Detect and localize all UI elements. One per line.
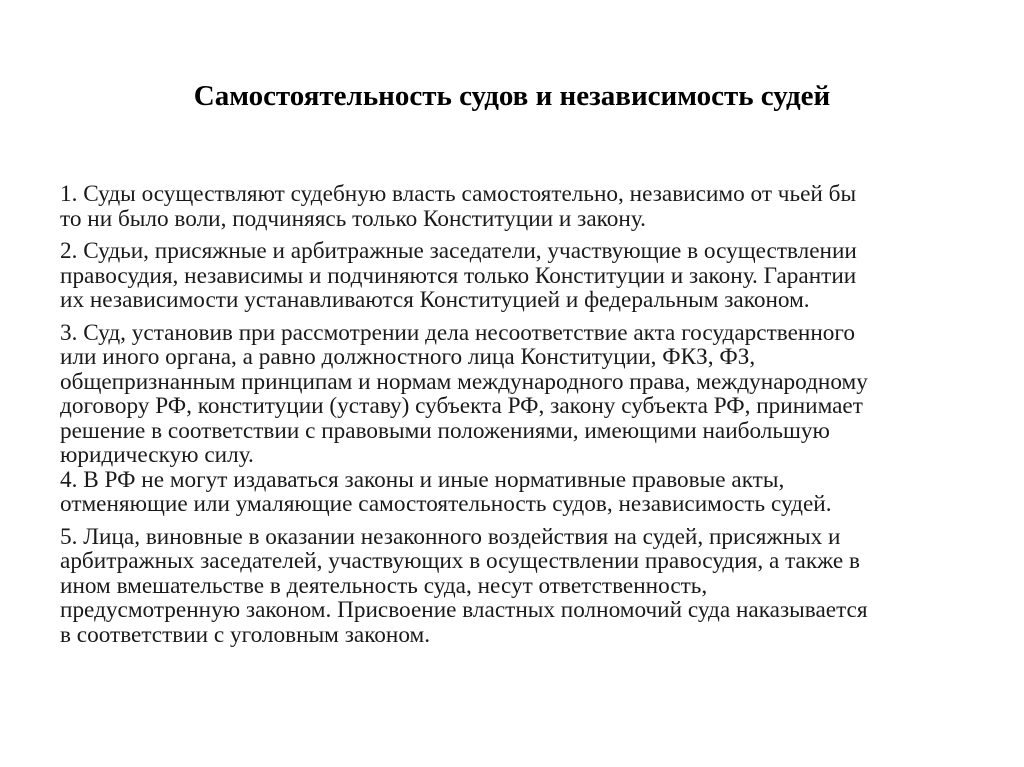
paragraph-line: их независимости устанавливаются Конституцией и федеральным законом. [60, 287, 810, 313]
paragraph-2 [60, 239, 970, 313]
paragraph-line: предусмотренную законом. Присвоение властных полномочий суда наказывается [60, 597, 868, 623]
paragraph-line: ином вмешательстве в деятельность суда, несут ответственность, [60, 572, 708, 599]
paragraph-line: в соответствии с уголовным законом. [60, 621, 431, 648]
paragraph-line: юридическую силу. [60, 442, 254, 468]
paragraph-1 [60, 182, 970, 231]
paragraph-line: арбитражных заседателей, участвующих в осуществлении правосудия, а также в [60, 548, 860, 574]
paragraph-line: 1. Суды осуществляют судебную власть самостоятельно, независимо от чьей бы [60, 181, 857, 207]
paragraph-line: общепризнанным принципам и нормам международного права, международному [60, 368, 868, 395]
slide-body [60, 182, 970, 647]
paragraph-5 [60, 525, 970, 648]
paragraph-line: 2. Судьи, присяжные и арбитражные заседатели, участвующие в осуществлении [60, 238, 857, 264]
paragraph-line: 3. Суд, установив при рассмотрении дела несоответствие акта государственного [60, 319, 855, 346]
paragraph-line: договору РФ, конституции (уставу) субъекта РФ, закону субъекта РФ, принимает [60, 393, 863, 419]
paragraph-3 [60, 321, 970, 468]
paragraph-line: 5. Лица, виновные в оказании незаконного воздействия на судей, присяжных и [60, 523, 841, 550]
slide-title: Самостоятельность судов и независимость судей [193, 80, 831, 112]
paragraph-4 [60, 468, 970, 517]
paragraph-line: отменяющие или умаляющие самостоятельность судов, независимость судей. [60, 491, 832, 517]
paragraph-line: то ни было воли, подчиняясь только Конституции и закону. [60, 205, 646, 232]
paragraph-line: правосудия, независимы и подчиняются только Конституции и закону. Гарантии [60, 262, 857, 289]
paragraph-line: или иного органа, а равно должностного лица Конституции, ФКЗ, ФЗ, [60, 344, 756, 370]
paragraph-line: решение в соответствии с правовыми положениями, имеющими наибольшую [60, 417, 830, 444]
paragraph-line: 4. В РФ не могут издаваться законы и иные нормативные правовые акты, [60, 466, 785, 493]
